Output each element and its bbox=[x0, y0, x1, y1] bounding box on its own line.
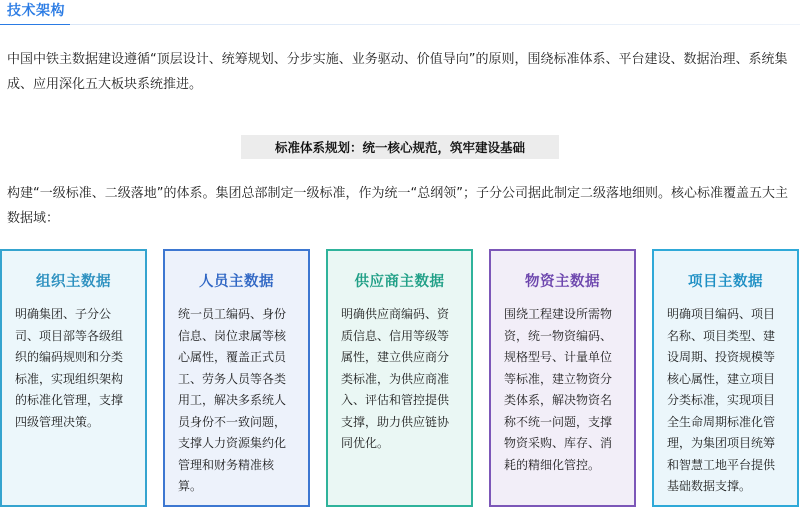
card-body: 明确供应商编码、资质信息、信用等级等属性，建立供应商分类标准，为供应商准入、评估和管控提供支撑，助力供应链协同优化。 bbox=[341, 307, 450, 450]
card-body: 统一员工编码、身份信息、岗位隶属等核心属性，覆盖正式员工、劳务人员等各类用工，解决多系统人员身份不一致问题，支撑人力资源集约化管理和财务精准核算。 bbox=[178, 307, 287, 493]
intro-paragraph: 中国中铁主数据建设遵循“顶层设计、统筹规划、分步实施、业务驱动、价值导向”的原则，围绕标准体系、平台建设、数据治理、系统集成、应用深化五大板块系统推进。 bbox=[7, 52, 788, 92]
card-body: 围绕工程建设所需物资，统一物资编码、规格型号、计量单位等标准，建立物资分类体系，解决物资名称不统一问题，支撑物资采购、库存、消耗的精细化管控。 bbox=[504, 307, 613, 472]
card-body: 明确项目编码、项目名称、项目类型、建设周期、投资规模等核心属性，建立项目分类标准，实现项目全生命周期标准化管理，为集团项目统筹和智慧工地平台提供基础数据支撑。 bbox=[667, 307, 776, 493]
card-project bbox=[652, 249, 799, 507]
card-title: 项目主数据 bbox=[688, 274, 763, 290]
card-title: 供应商主数据 bbox=[354, 274, 445, 290]
standard-paragraph: 构建“一级标准、二级落地”的体系。集团总部制定一级标准，作为统一“总纲领”；子分公司据此制定二级落地细则。核心标准覆盖五大主数据域： bbox=[7, 186, 788, 226]
card-title: 人员主数据 bbox=[199, 274, 274, 290]
card-body: 明确集团、子分公司、项目部等各级组织的编码规则和分类标准，实现组织架构的标准化管理，支撑四级管理决策。 bbox=[15, 307, 124, 429]
data-domain-cards bbox=[0, 249, 800, 507]
card-title: 组织主数据 bbox=[36, 274, 111, 290]
section-title-underline bbox=[0, 24, 800, 25]
card-organization bbox=[0, 249, 147, 507]
card-material bbox=[489, 249, 636, 507]
subheading-banner: 标准体系规划：统一核心规范，筑牢建设基础 bbox=[241, 135, 559, 159]
card-personnel bbox=[163, 249, 310, 507]
section-title: 技术架构 bbox=[7, 3, 65, 19]
card-title: 物资主数据 bbox=[525, 274, 600, 290]
card-supplier bbox=[326, 249, 473, 507]
